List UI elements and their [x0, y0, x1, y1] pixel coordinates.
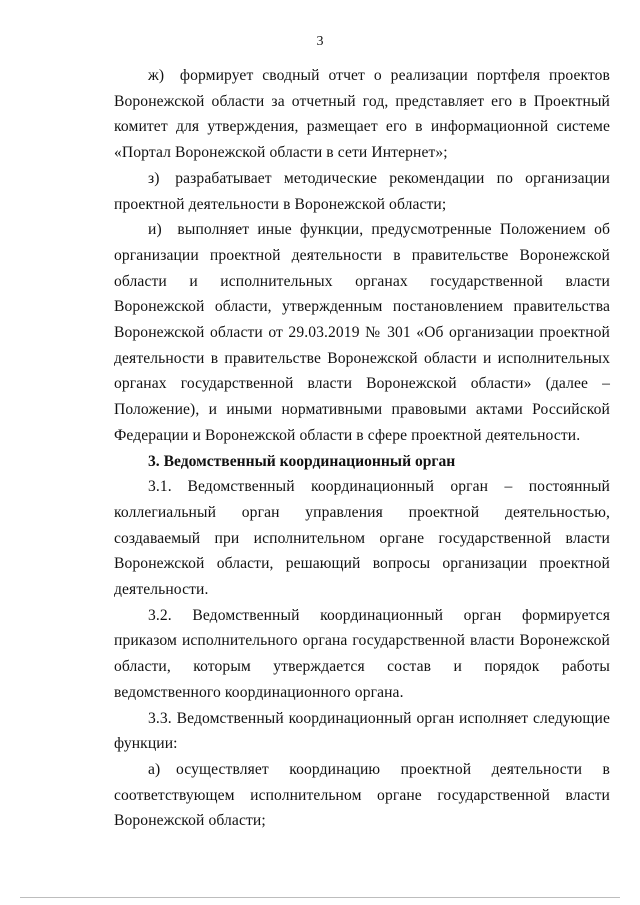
paragraph-item-z: з) разрабатывает методические рекомендации по организации проектной деятельности в Воронежской области; — [114, 169, 610, 213]
paragraph-3-1: 3.1. Ведомственный координационный орган – постоянный коллегиальный орган управления проектной деятельностью, создаваемый при исполнительном органе государственной власти Воронежской области, решающий вопросы организации проектной деятельности. — [114, 478, 610, 599]
paragraph-item-i: и) выполняет иные функции, предусмотренные Положением об организации проектной деятельности в правительстве Воронежской области и исполнительных органах государственной власти Воронежской области, утвержденным постановлением правительства Воронежской области от 29.03.2019 № 301 «Об организации проектной деятельности в правительстве Воронежской области и исполнительных органах государственной власти Воронежской области» (далее – Положение), и иными нормативными правовыми актами Российской Федерации и Воронежской области в сфере проектной деятельности. — [114, 221, 610, 444]
page-number: 3 — [316, 34, 324, 49]
paragraph-item-zh: ж) формирует сводный отчет о реализации портфеля проектов Воронежской области за отчетный год, представляет его в Проектный комитет для утверждения, размещает его в информационной системе «Портал Воронежской области в сети Интернет»; — [114, 67, 610, 162]
page-bottom-edge — [20, 897, 620, 898]
paragraph-3-3: 3.3. Ведомственный координационный орган исполняет следующие функции: — [114, 709, 610, 753]
section-heading: 3. Ведомственный координационный орган — [148, 452, 456, 470]
paragraph-3-2: 3.2. Ведомственный координационный орган формируется приказом исполнительного органа государственной власти Воронежской области, которым утверждается состав и порядок работы ведомственного координационного органа. — [114, 606, 610, 701]
paragraph-item-a: а) осуществляет координацию проектной деятельности в соответствующем исполнительном органе государственной власти Воронежской области; — [114, 760, 610, 830]
document-body — [114, 63, 610, 834]
